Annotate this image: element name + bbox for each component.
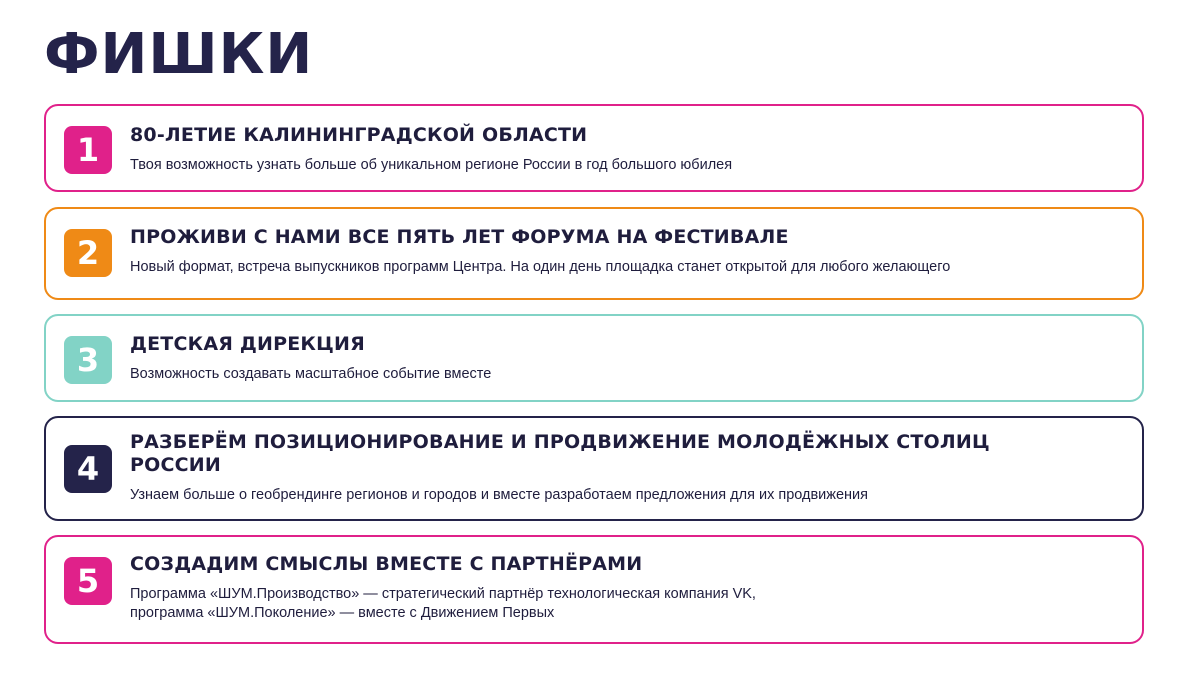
feature-content-4 [130,431,1022,505]
feature-content-1 [130,124,1102,175]
feature-description-1: Твоя возможность узнать больше об уникальном регионе России в год большого юбилея [130,157,733,173]
number-badge-4: 4 [64,445,112,493]
number-badge-3: 3 [64,336,112,384]
feature-content-2 [130,226,1102,277]
feature-title-4: РАЗБЕРЁМ ПОЗИЦИОНИРОВАНИЕ И ПРОДВИЖЕНИЕ МОЛОДЁЖНЫХ СТОЛИЦ РОССИИ [130,431,990,476]
number-badge-2: 2 [64,229,112,277]
feature-title-3: ДЕТСКАЯ ДИРЕКЦИЯ [130,333,365,355]
feature-content-3 [130,333,1102,384]
number-badge-5: 5 [64,557,112,605]
feature-content-5 [130,553,1102,623]
feature-card-1 [44,104,1144,192]
feature-card-2 [44,207,1144,300]
feature-title-5: СОЗДАДИМ СМЫСЛЫ ВМЕСТЕ С ПАРТНЁРАМИ [130,553,643,575]
feature-card-4 [44,416,1144,521]
feature-description-5: Программа «ШУМ.Производство» — стратегический партнёр технологическая компания VK, программа «ШУМ.Поколение» — вместе с Движением Первых [130,586,756,621]
feature-description-2: Новый формат, встреча выпускников программ Центра. На один день площадка станет открытой для любого желающего [130,259,951,275]
feature-description-4: Узнаем больше о геобрендинге регионов и городов и вместе разработаем предложения для их продвижения [130,487,868,503]
number-badge-1: 1 [64,126,112,174]
feature-title-2: ПРОЖИВИ С НАМИ ВСЕ ПЯТЬ ЛЕТ ФОРУМА НА ФЕСТИВАЛЕ [130,226,789,248]
feature-card-5 [44,535,1144,644]
page-title: ФИШКИ [44,22,314,87]
feature-description-3: Возможность создавать масштабное событие вместе [130,366,492,382]
feature-card-3 [44,314,1144,402]
feature-title-1: 80-ЛЕТИЕ КАЛИНИНГРАДСКОЙ ОБЛАСТИ [130,124,588,146]
